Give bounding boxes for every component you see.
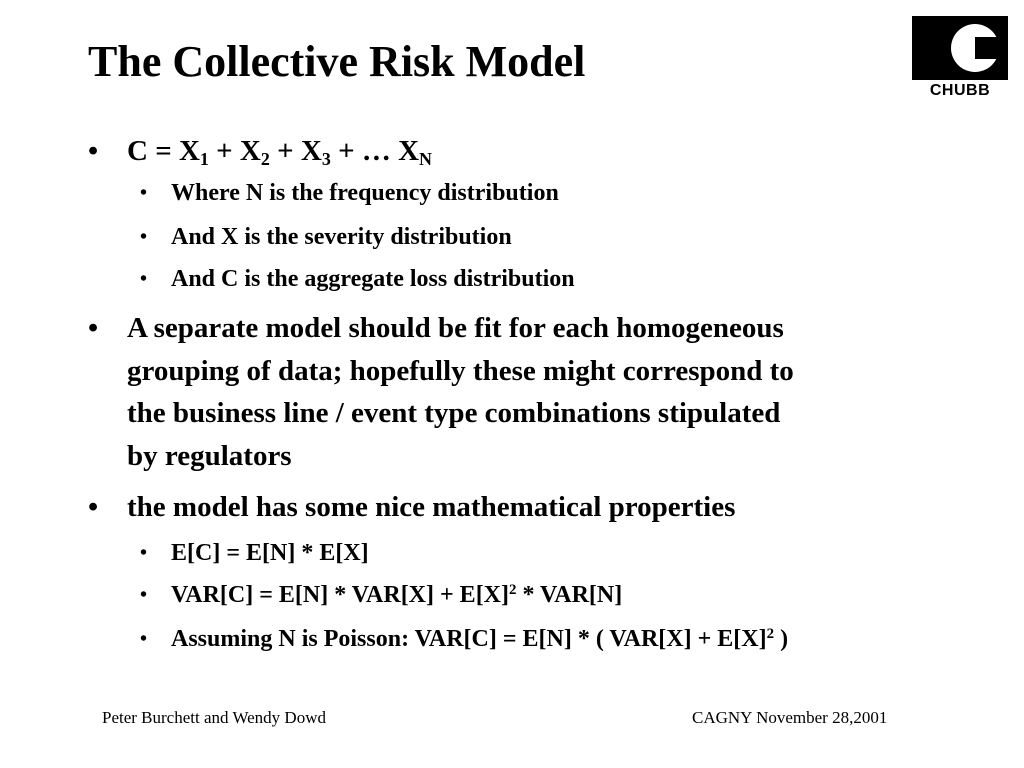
footer-event-date: CAGNY November 28,2001 bbox=[692, 708, 888, 727]
slide-title: The Collective Risk Model bbox=[88, 37, 586, 86]
sub-bullet-dot: • bbox=[140, 542, 148, 564]
sub-bullet-dot: • bbox=[140, 628, 148, 650]
bullet-dot: • bbox=[88, 491, 99, 523]
slide-body: • $C = X_1 + X_2 + X_3$ + … $X_N$ • Where N is the frequency distribution • And X is the severity distribution • And C is the aggregate loss distribution • A separate model should be fit for each homogeneous grouping of data; hopefully these might correspond to the business line / event type combinations stipulated by regulators • the model has some nice mathematical properties • E[C] = E[N] * E[X] • $VAR[C] = E[N] * VAR[X] + E[X]^2 * VAR[N]$ • Assuming N is Poisson: VAR[C] = E[N] * ( $VAR[X] + E[X]^2$ ) bbox=[0, 0, 1024, 768]
logo-text: CHUBB bbox=[929, 82, 991, 99]
sub-bullet-dot: • bbox=[140, 584, 148, 606]
formula-text: $C = X_1 + X_2 + X_3$ + … $X_N$ bbox=[127, 135, 433, 170]
sub-bullet-dot: • bbox=[140, 226, 148, 248]
bullet-dot: • bbox=[88, 312, 99, 344]
sub-bullet-dot: • bbox=[140, 182, 148, 204]
sub-bullet-dot: • bbox=[140, 268, 148, 290]
bullet-dot: • bbox=[88, 135, 99, 167]
footer-authors: Peter Burchett and Wendy Dowd bbox=[102, 708, 326, 727]
